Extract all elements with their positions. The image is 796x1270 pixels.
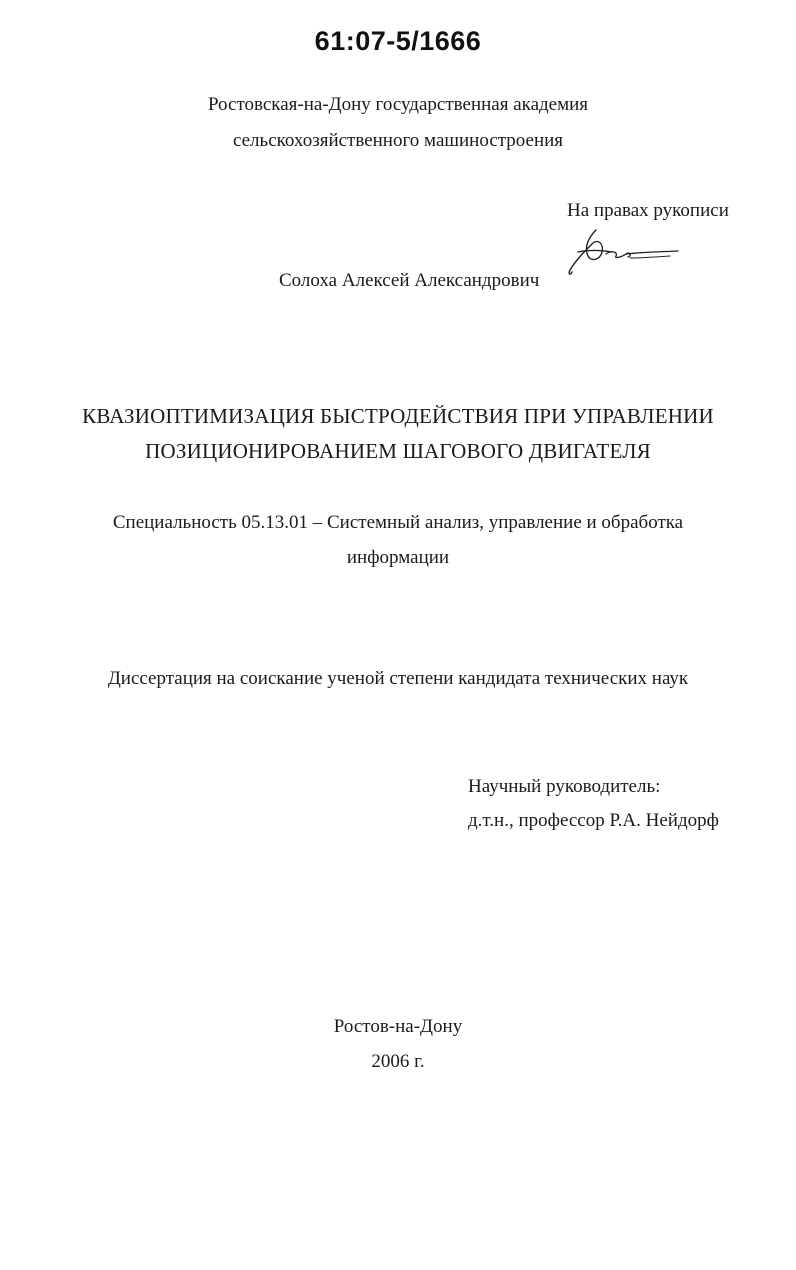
supervisor-name: д.т.н., профессор Р.А. Нейдорф	[468, 810, 719, 831]
thesis-title-line-2: ПОЗИЦИОНИРОВАНИЕМ ШАГОВОГО ДВИГАТЕЛЯ	[145, 439, 651, 463]
degree-statement: Диссертация на соискание ученой степени кандидата технических наук	[107, 668, 689, 689]
manuscript-note: На правах рукописи	[567, 200, 729, 221]
supervisor-label: Научный руководитель:	[468, 776, 661, 797]
specialty-line-2: информации	[346, 547, 450, 568]
institution-line-1: Ростовская-на-Дону государственная академия	[207, 94, 589, 115]
specialty-line-1: Специальность 05.13.01 – Системный анализ, управление и обработка	[112, 512, 684, 533]
author-name: Солоха Алексей Александрович	[279, 270, 540, 291]
city: Ростов-на-Дону	[333, 1016, 463, 1037]
catalog-number: 61:07-5/1666	[314, 26, 482, 56]
year: 2006 г.	[371, 1051, 425, 1072]
institution-line-2: сельскохозяйственного машиностроения	[232, 130, 564, 151]
thesis-title-line-1: КВАЗИОПТИМИЗАЦИЯ БЫСТРОДЕЙСТВИЯ ПРИ УПРАВЛЕНИИ	[82, 404, 714, 428]
handwritten-signature	[566, 226, 682, 278]
